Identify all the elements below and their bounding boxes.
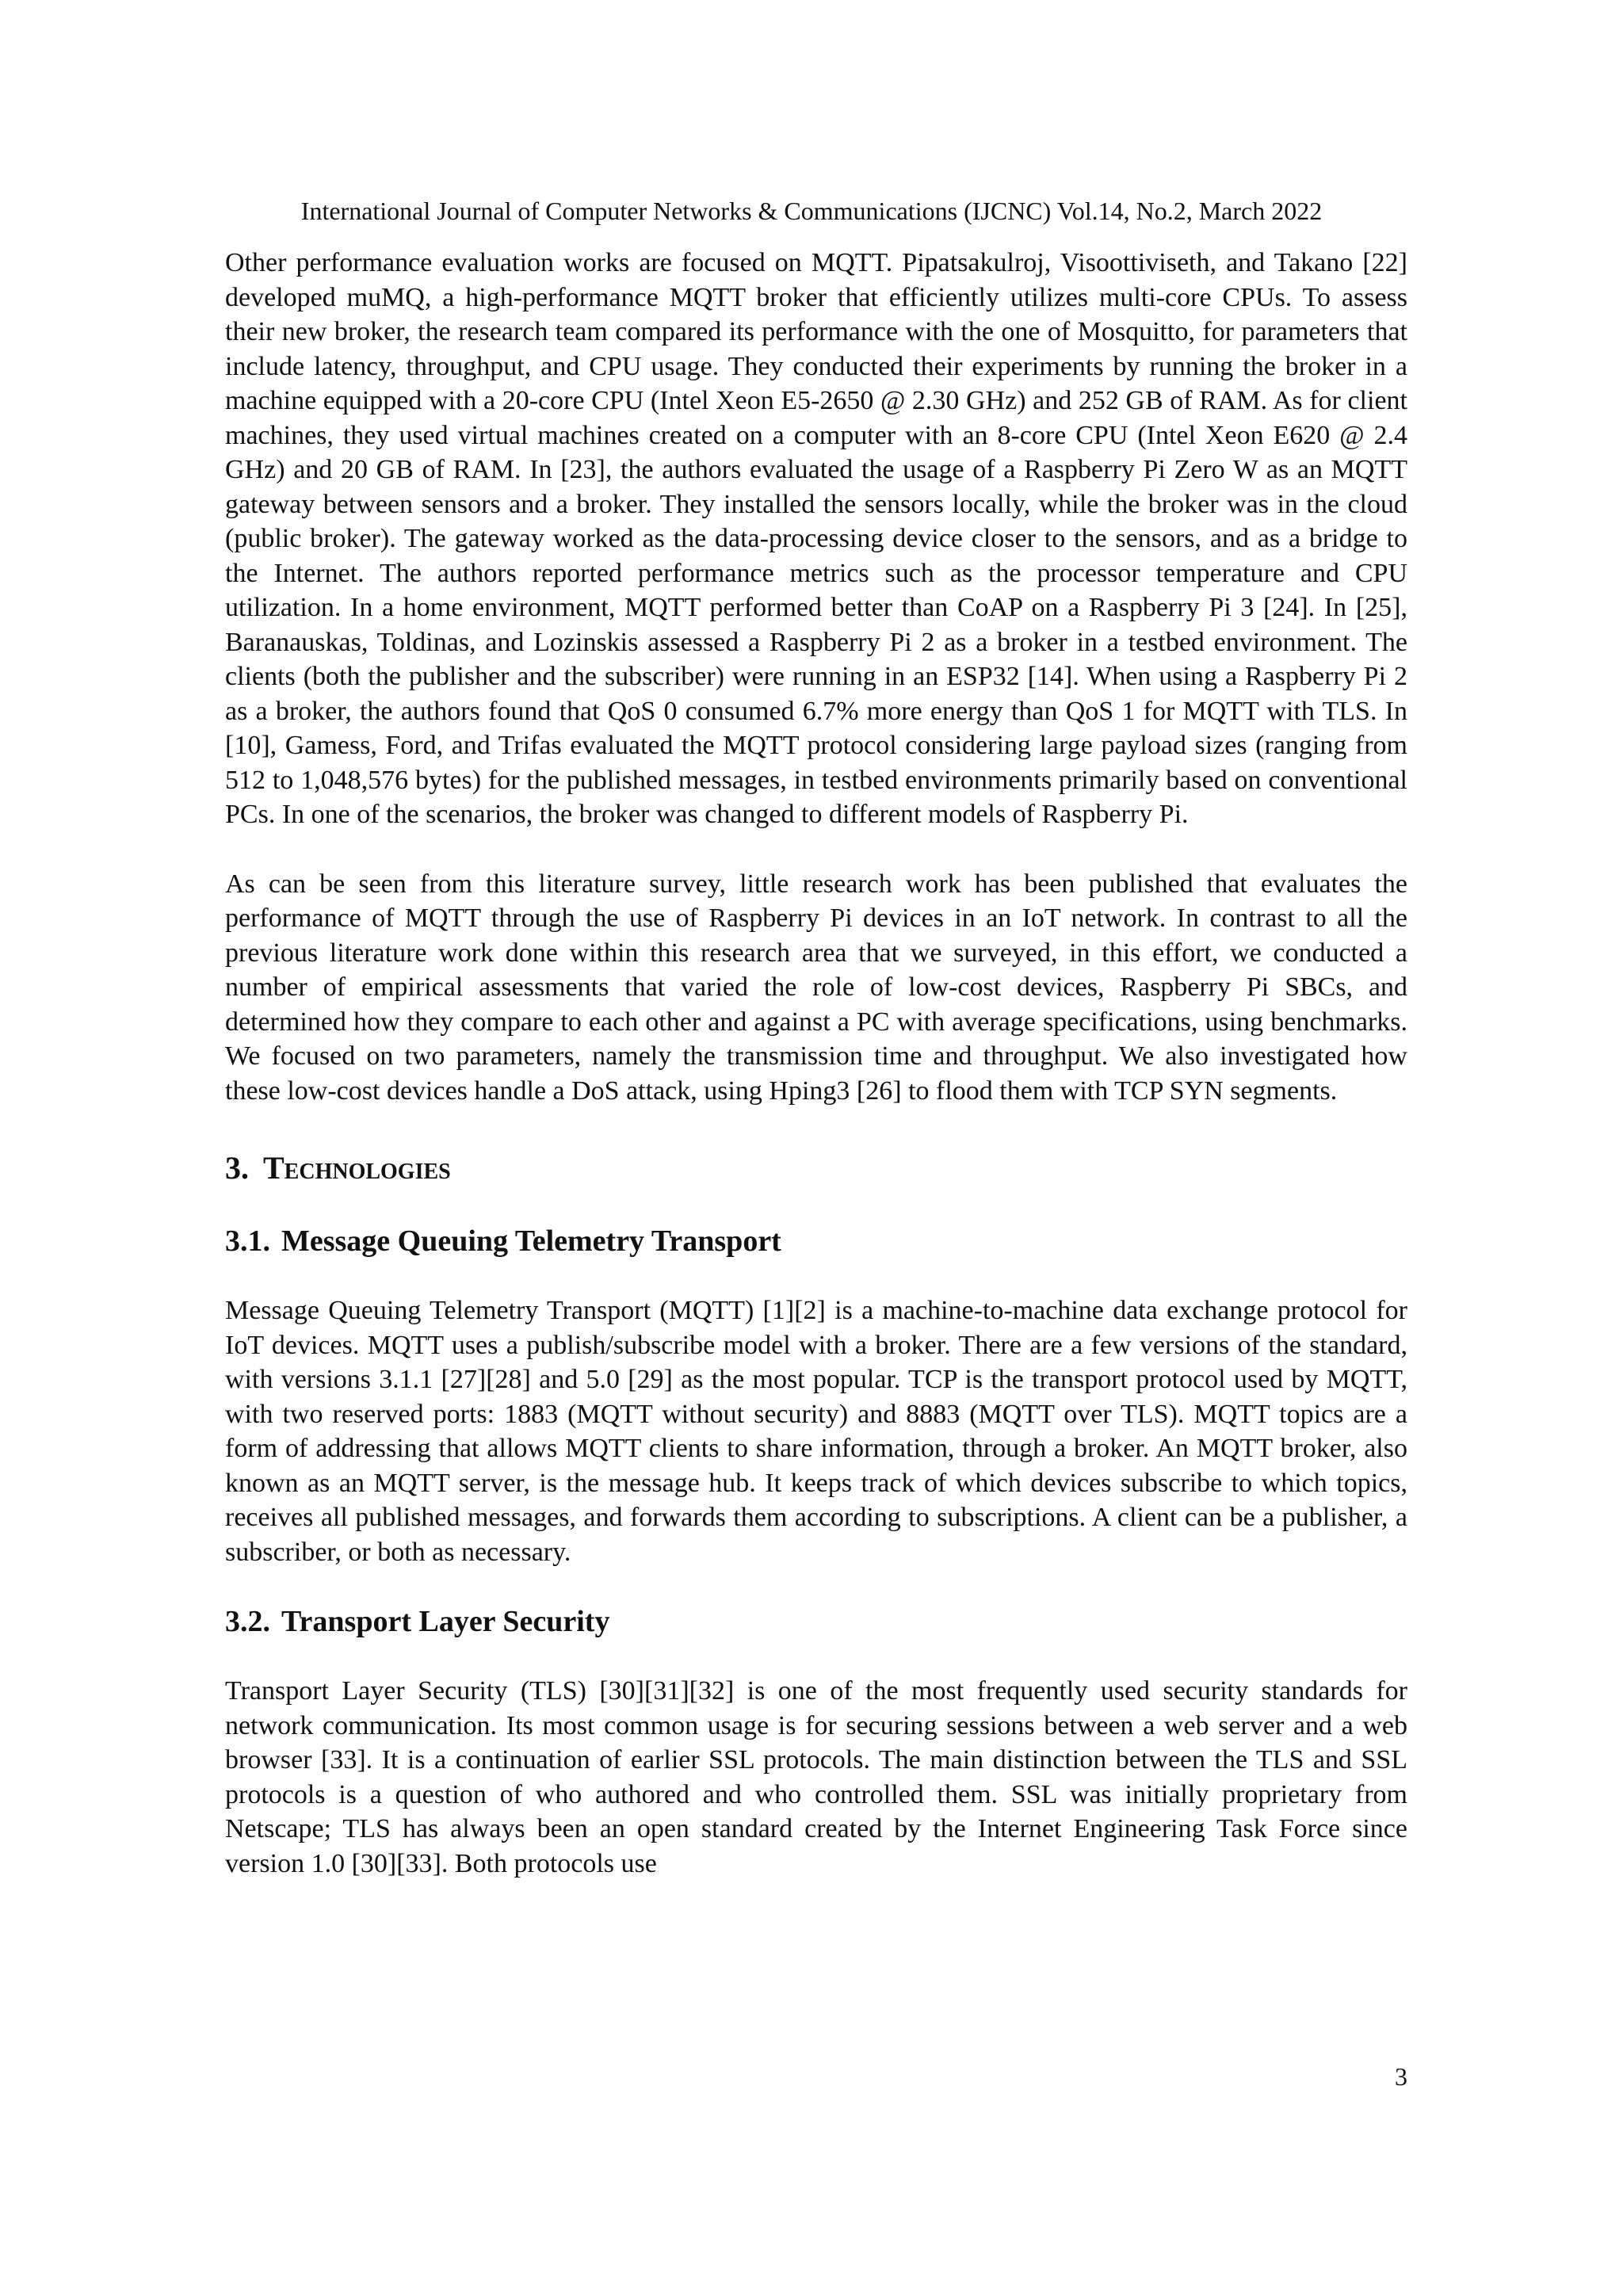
- body-paragraph-mqtt: Message Queuing Telemetry Transport (MQTT) [1][2] is a machine-to-machine data exchange protocol for IoT devices. MQTT uses a publish/subscribe model with a broker. There are a few versions of the standard, with versions 3.1.1 [27][28] and 5.0 [29] as the most popular. TCP is the transport protocol used by MQTT, with two reserved ports: 1883 (MQTT without security) and 8883 (MQTT over TLS). MQTT topics are a form of addressing that allows MQTT clients to share information, through a broker. An MQTT broker, also known as an MQTT server, is the message hub. It keeps track of which devices subscribe to which topics, receives all published messages, and forwards them according to subscriptions. A client can be a publisher, a subscriber, or both as necessary.: [225, 1296, 1407, 1567]
- page-body: [225, 246, 1407, 1881]
- page-number: 3: [1395, 2062, 1407, 2091]
- subsection-title: Message Queuing Telemetry Transport: [281, 1224, 781, 1258]
- subsection-heading-tls: [225, 1601, 1407, 1642]
- body-paragraph-related-work: Other performance evaluation works are focused on MQTT. Pipatsakulroj, Visoottiviseth, and Takano [22] developed muMQ, a high-performance MQTT broker that efficiently utilizes multi-core CPUs. To assess their new broker, the research team compared its performance with the one of Mosquitto, for parameters that include latency, throughput, and CPU usage. They conducted their experiments by running the broker in a machine equipped with a 20-core CPU (Intel Xeon E5-2650 @ 2.30 GHz) and 252 GB of RAM. As for client machines, they used virtual machines created on a computer with an 8-core CPU (Intel Xeon E620 @ 2.4 GHz) and 20 GB of RAM. In [23], the authors evaluated the usage of a Raspberry Pi Zero W as an MQTT gateway between sensors and a broker. They installed the sensors locally, while the broker was in the cloud (public broker). The gateway worked as the data-processing device closer to the sensors, and as a bridge to the Internet. The authors reported performance metrics such as the processor temperature and CPU utilization. In a home environment, MQTT performed better than CoAP on a Raspberry Pi 3 [24]. In [25], Baranauskas, Toldinas, and Lozinskis assessed a Raspberry Pi 2 as a broker in a testbed environment. The clients (both the publisher and the subscriber) were running in an ESP32 [14]. When using a Raspberry Pi 2 as a broker, the authors found that QoS 0 consumed 6.7% more energy than QoS 1 for MQTT with TLS. In [10], Gamess, Ford, and Trifas evaluated the MQTT protocol considering large payload sizes (ranging from 512 to 1,048,576 bytes) for the published messages, in testbed environments primarily based on conventional PCs. In one of the scenarios, the broker was changed to different models of Raspberry Pi.: [225, 248, 1407, 829]
- subsection-number: 3.2.: [225, 1605, 270, 1638]
- section-title: Technologies: [263, 1150, 451, 1186]
- running-header: International Journal of Computer Networks & Communications (IJCNC) Vol.14, No.2, March 2022: [300, 197, 1323, 225]
- subsection-heading-mqtt: [225, 1221, 1407, 1262]
- section-number: 3.: [225, 1150, 249, 1186]
- section-heading-technologies: [225, 1148, 1407, 1189]
- subsection-title: Transport Layer Security: [281, 1605, 610, 1638]
- body-paragraph-survey-summary: As can be seen from this literature survey, little research work has been published that evaluates the performance of MQTT through the use of Raspberry Pi devices in an IoT network. In contrast to all the previous literature work done within this research area that we surveyed, in this effort, we conducted a number of empirical assessments that varied the role of low-cost devices, Raspberry Pi SBCs, and determined how they compare to each other and against a PC with average specifications, using benchmarks. We focused on two parameters, namely the transmission time and throughput. We also investigated how these low-cost devices handle a DoS attack, using Hping3 [26] to flood them with TCP SYN segments.: [225, 869, 1407, 1106]
- body-paragraph-tls: Transport Layer Security (TLS) [30][31][32] is one of the most frequently used security standards for network communication. Its most common usage is for securing sessions between a web server and a web browser [33]. It is a continuation of earlier SSL protocols. The main distinction between the TLS and SSL protocols is a question of who authored and who controlled them. SSL was initially proprietary from Netscape; TLS has always been an open standard created by the Internet Engineering Task Force since version 1.0 [30][33]. Both protocols use: [225, 1676, 1407, 1878]
- subsection-number: 3.1.: [225, 1224, 270, 1258]
